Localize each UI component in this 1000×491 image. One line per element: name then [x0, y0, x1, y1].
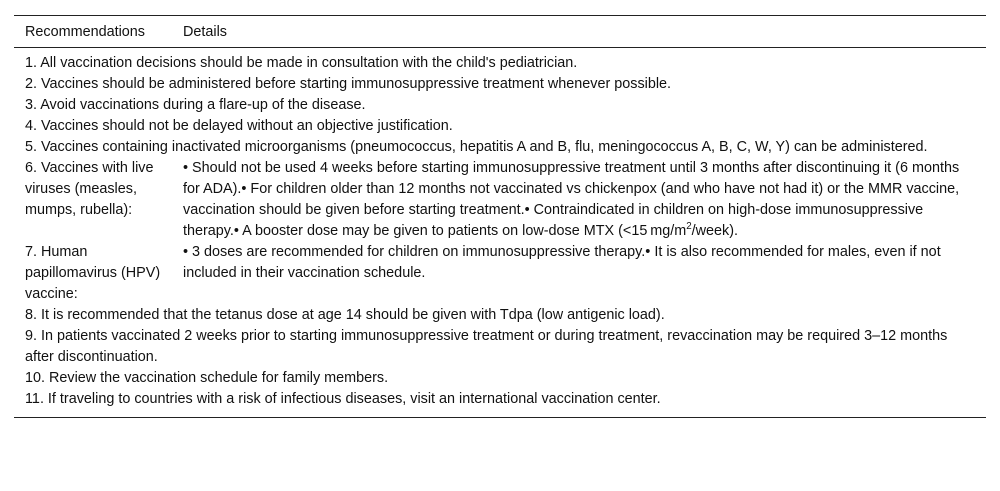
header-details: Details — [172, 16, 986, 48]
recommendation-10: 10. Review the vaccination schedule for family members. — [25, 370, 389, 386]
table-header-row — [14, 16, 986, 48]
recommendation-5: 5. Vaccines containing inactivated microorganisms (pneumococcus, hepatitis A and B, flu, meningococcus A, B, C, W, Y) can be administered. — [25, 139, 928, 155]
recommendation-6-label: 6. Vaccines with live viruses (measles, mumps, rubella): — [25, 160, 154, 218]
recommendation-6-details — [172, 158, 986, 242]
recommendation-11: 11. If traveling to countries with a risk of infectious diseases, visit an international vaccination center. — [14, 389, 986, 418]
table-row — [14, 389, 986, 418]
header-recommendations: Recommendations — [14, 16, 172, 48]
recommendation-9: 9. In patients vaccinated 2 weeks prior to starting immunosuppressive treatment or during treatment, revaccination may be required 3–12 months after discontinuation. — [25, 328, 948, 365]
recommendation-3: 3. Avoid vaccinations during a flare-up of the disease. — [25, 97, 366, 113]
recommendation-7-details: • 3 doses are recommended for children on immunosuppressive therapy.• It is also recommended for males, even if not included in their vaccination schedule. — [183, 244, 941, 281]
vaccination-recommendations-table — [14, 15, 986, 418]
table-row — [14, 48, 986, 75]
table-row — [14, 137, 986, 158]
table-row — [14, 74, 986, 95]
table-row — [14, 95, 986, 116]
recommendation-6-detail-tail: /week). — [691, 223, 739, 239]
table-row — [14, 242, 986, 305]
table-row — [14, 116, 986, 137]
table-row — [14, 158, 986, 242]
recommendation-8: 8. It is recommended that the tetanus dose at age 14 should be given with Tdpa (low antigenic load). — [25, 307, 665, 323]
table-row — [14, 305, 986, 326]
recommendation-2: 2. Vaccines should be administered before starting immunosuppressive treatment whenever possible. — [25, 76, 672, 92]
recommendation-6-superscript: 2 — [686, 221, 692, 233]
recommendations-table-container — [14, 15, 986, 418]
table-row — [14, 368, 986, 389]
recommendation-6-detail-text: • Should not be used 4 weeks before starting immunosuppressive treatment until 3 months after discontinuing it (6 months for ADA).• For children older than 12 months not vaccinated vs chickenpox (and who have not had it) or the MMR vaccine, vaccination should be given before starting treatment.• Contraindicated in children on high-dose immunosuppressive therapy.• A booster dose may be given to patients on low-dose MTX (<15 mg/m — [183, 160, 960, 239]
recommendation-7-label: 7. Human papillomavirus (HPV) vaccine: — [25, 244, 161, 302]
recommendation-4: 4. Vaccines should not be delayed without an objective justification. — [25, 118, 453, 134]
recommendation-1: 1. All vaccination decisions should be made in consultation with the child's pediatrician. — [25, 55, 578, 71]
table-row — [14, 326, 986, 368]
